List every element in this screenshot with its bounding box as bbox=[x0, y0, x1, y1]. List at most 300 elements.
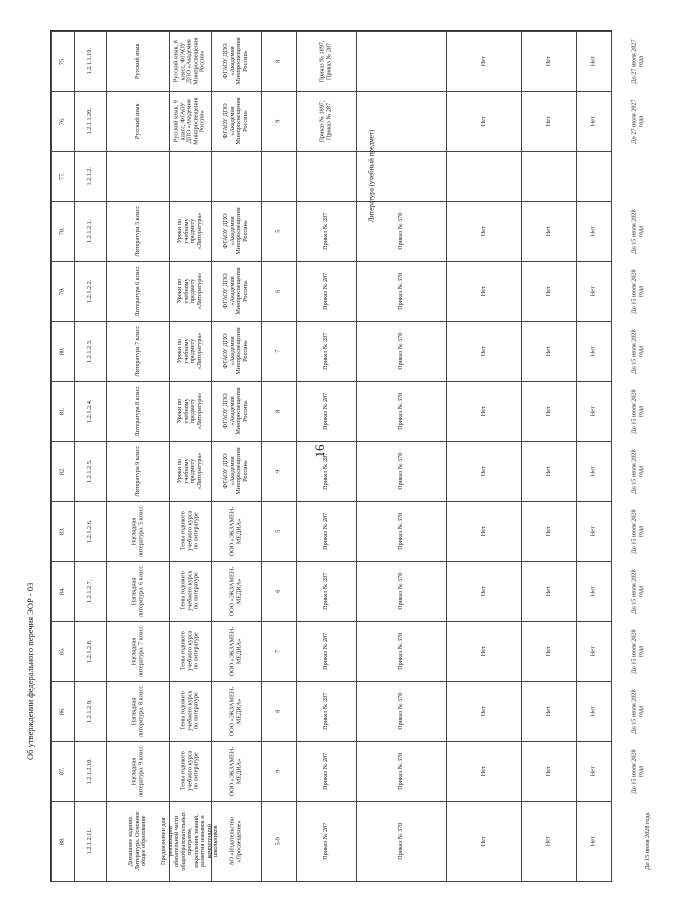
table-cell-num bbox=[51, 561, 74, 621]
table-cell-grade bbox=[261, 441, 296, 501]
table-cell-term bbox=[611, 261, 665, 321]
table-cell-text: Приказ № 287 bbox=[321, 572, 329, 610]
table-cell-text: Нет bbox=[589, 346, 597, 356]
table-cell-text: 1.2.1.2.7. bbox=[85, 579, 93, 603]
table-cell-text: Уроки по учебному предмету «Литература» bbox=[176, 392, 203, 430]
table-cell-desc bbox=[169, 441, 211, 501]
table-cell-term bbox=[611, 441, 665, 501]
table-cell-title bbox=[106, 501, 169, 561]
table-cell-text: ООО «ЭКЗАМЕН-МЕДИА» bbox=[228, 626, 242, 676]
table-cell-text: Уроки по учебному предмету «Литература» bbox=[176, 332, 203, 370]
table-cell-text: Приказ № 287 bbox=[321, 332, 329, 370]
table-cell-text: Нет bbox=[479, 836, 487, 846]
table-cell-text: ФГАОУ ДПО «Академия Минпросвещения России» bbox=[222, 207, 249, 255]
table-cell-text: 84. bbox=[58, 587, 66, 595]
table-cell-code bbox=[74, 381, 106, 441]
table-cell-term bbox=[611, 801, 685, 881]
table-cell-c1 bbox=[446, 201, 521, 261]
table-cell-text: 81. bbox=[58, 407, 66, 415]
table-cell-code bbox=[74, 621, 106, 681]
table-cell-grade bbox=[261, 801, 296, 881]
table-cell-text: Приказ № 370 bbox=[396, 692, 404, 730]
table-cell-term bbox=[611, 151, 655, 201]
table-cell-text: До 15 июля 2028 года bbox=[630, 748, 644, 794]
table-cell-text: Приказ № 370 bbox=[396, 332, 404, 370]
table-cell-c1 bbox=[446, 561, 521, 621]
table-cell-c2 bbox=[521, 321, 576, 381]
table-cell-c2 bbox=[521, 741, 576, 801]
table-cell-c1 bbox=[446, 381, 521, 441]
table-cell-text: Нет bbox=[589, 706, 597, 716]
table-cell-text: Нет bbox=[479, 286, 487, 296]
table-cell-code bbox=[74, 801, 106, 881]
table-cell-text: 77. bbox=[58, 172, 66, 180]
table-cell-text: До 15 июля 2028 года bbox=[630, 268, 644, 314]
table-cell-text: Нет bbox=[544, 56, 552, 66]
table-cell-text: Нет bbox=[589, 286, 597, 296]
table-cell-desc bbox=[169, 681, 211, 741]
table-cell-c1 bbox=[446, 501, 521, 561]
table-cell-text: Нет bbox=[589, 646, 597, 656]
table-cell-num bbox=[51, 381, 74, 441]
table-cell-text: Нет bbox=[479, 406, 487, 416]
table-cell-text: Литература 9 класс bbox=[133, 445, 141, 497]
table-cell-text: Нет bbox=[479, 116, 487, 126]
table-cell-text: 87. bbox=[58, 767, 66, 775]
table-cell-text: ООО «ЭКЗАМЕН-МЕДИА» bbox=[228, 686, 242, 736]
table-cell-c2 bbox=[521, 801, 576, 881]
table-cell-title bbox=[106, 31, 169, 91]
table-cell-desc bbox=[169, 321, 211, 381]
table-cell-text: Приказ № 287 bbox=[321, 272, 329, 310]
table-cell-text: Нет bbox=[544, 116, 552, 126]
table-cell-code bbox=[74, 681, 106, 741]
table-cell-text: ООО «ЭКЗАМЕН-МЕДИА» bbox=[228, 746, 242, 796]
table-cell-text: Уроки по учебному предмету «Литература» bbox=[176, 452, 203, 490]
table-cell-c3 bbox=[576, 501, 611, 561]
table-cell-text: Нет bbox=[589, 766, 597, 776]
table-cell-text: До 27 июля 2027 года bbox=[630, 38, 644, 84]
table-cell-text: До 15 июля 2028 года bbox=[643, 812, 651, 870]
table-cell-c1 bbox=[446, 91, 521, 151]
table-cell-text: ФГАОУ ДПО «Академия Минпросвещения России» bbox=[222, 97, 249, 145]
table-cell-text: До 15 июля 2028 года bbox=[630, 628, 644, 674]
table-cell-text: Приказ № 287 bbox=[321, 392, 329, 430]
page-number: 16 bbox=[312, 444, 327, 458]
table-cell-text: Нет bbox=[589, 56, 597, 66]
table-cell-term bbox=[611, 681, 665, 741]
table-cell-text: Нет bbox=[544, 286, 552, 296]
table-cell-org bbox=[211, 381, 261, 441]
table-cell-text: 1.2.1.2. bbox=[85, 166, 93, 186]
table-cell-grade bbox=[261, 201, 296, 261]
table-cell-text: 6 bbox=[274, 589, 282, 593]
table-cell-title bbox=[106, 681, 169, 741]
table-cell-text: ФГАОУ ДПО «Академия Минпросвещения России» bbox=[222, 327, 249, 375]
table-cell-desc bbox=[169, 201, 211, 261]
table-cell-text: 88. bbox=[58, 837, 66, 845]
table-cell-term bbox=[611, 91, 665, 151]
table-cell-num bbox=[51, 31, 74, 91]
table-cell-text: 7 bbox=[274, 649, 282, 653]
table-cell-c3 bbox=[576, 31, 611, 91]
table-cell-text: 83. bbox=[58, 527, 66, 535]
table-cell-grade bbox=[261, 91, 296, 151]
table-cell-text: 85. bbox=[58, 647, 66, 655]
table-cell-text: 9 bbox=[274, 119, 282, 123]
table-cell-text: Темы годового учебного курса по литературе bbox=[179, 750, 200, 792]
table-cell-c3 bbox=[576, 261, 611, 321]
table-cell-text: Нет bbox=[479, 646, 487, 656]
table-cell-text: Литература 6 класс bbox=[133, 265, 141, 317]
table-cell-num bbox=[51, 621, 74, 681]
table-cell-grade bbox=[261, 261, 296, 321]
table-cell-text: Наглядная литература. 5 класс bbox=[130, 505, 144, 557]
table-cell-text: 75. bbox=[58, 57, 66, 65]
table-cell-code bbox=[74, 501, 106, 561]
table-cell-text: ФГАОУ ДПО «Академия Минпросвещения России» bbox=[222, 387, 249, 435]
table-cell-c1 bbox=[446, 321, 521, 381]
table-cell-num bbox=[51, 501, 74, 561]
table-cell-code bbox=[74, 261, 106, 321]
table-cell-num bbox=[51, 261, 74, 321]
table-cell-order1 bbox=[296, 801, 356, 881]
table-cell-text: 86. bbox=[58, 707, 66, 715]
table-cell-org bbox=[211, 321, 261, 381]
table-cell-c2 bbox=[521, 91, 576, 151]
table-cell-c1 bbox=[446, 441, 521, 501]
table-cell-text: До 15 июля 2028 года bbox=[630, 688, 644, 734]
table-cell-order2 bbox=[356, 381, 446, 441]
table-cell-title bbox=[106, 441, 169, 501]
table-cell-text: Русский язык bbox=[133, 103, 141, 139]
table-cell-text: ООО «ЭКЗАМЕН-МЕДИА» bbox=[228, 506, 242, 556]
table-cell-code bbox=[74, 321, 106, 381]
table-cell-text: Приказ № 1897, Приказ № 287 bbox=[318, 100, 332, 142]
table-cell-text: Темы годового учебного курса по литературе bbox=[179, 690, 200, 732]
table-cell-desc bbox=[169, 261, 211, 321]
table-cell-order1 bbox=[296, 381, 356, 441]
table-cell-order2 bbox=[356, 561, 446, 621]
table-cell-org bbox=[211, 561, 261, 621]
table-cell-title bbox=[106, 321, 169, 381]
table-cell-text: Нет bbox=[544, 706, 552, 716]
table-cell-grade bbox=[261, 151, 296, 201]
table-cell-text: 1.2.1.2.6. bbox=[85, 519, 93, 543]
table-cell-text: ООО «ЭКЗАМЕН-МЕДИА» bbox=[228, 566, 242, 616]
table-cell-num bbox=[51, 441, 74, 501]
table-cell-term bbox=[611, 321, 665, 381]
table-cell-text: 9 bbox=[274, 469, 282, 473]
table-cell-text: 5 bbox=[274, 529, 282, 533]
table-cell-desc bbox=[169, 501, 211, 561]
table-cell-text: Нет bbox=[589, 116, 597, 126]
table-cell-text: 79. bbox=[58, 287, 66, 295]
table-cell-text: Приказ № 287 bbox=[321, 452, 329, 490]
table-cell-grade bbox=[261, 741, 296, 801]
table-cell-num bbox=[51, 741, 74, 801]
table-cell-text: Темы годового учебного курса по литературе bbox=[179, 510, 200, 552]
table-cell-title bbox=[106, 381, 169, 441]
table-cell-text: Нет bbox=[589, 466, 597, 476]
table-cell-text: Приказ № 287 bbox=[321, 212, 329, 250]
table-cell-code bbox=[74, 91, 106, 151]
table-cell-order1 bbox=[296, 441, 356, 501]
table-cell-text: 1.2.1.2.2. bbox=[85, 279, 93, 303]
table-cell-text: Приказ № 370 bbox=[396, 572, 404, 610]
table-cell-text: До 15 июля 2028 года bbox=[630, 448, 644, 494]
table-cell-org bbox=[211, 441, 261, 501]
table-cell-text: АО «Издательство «Просвещение» bbox=[228, 816, 242, 866]
resource-table bbox=[50, 30, 651, 882]
table-cell-text: Русский язык, 8 класс, ФГАОУ ДПО «Академия Минпросвещения России» bbox=[172, 37, 206, 85]
table-cell-text: 1.2.1.2.10. bbox=[85, 757, 93, 785]
table-cell-org bbox=[211, 801, 261, 881]
table-cell-c1 bbox=[446, 741, 521, 801]
table-cell-title bbox=[106, 741, 169, 801]
table-cell-org bbox=[211, 91, 261, 151]
table-cell-text: 5 bbox=[274, 229, 282, 233]
table-cell-order1 bbox=[296, 681, 356, 741]
table-cell-text: До 15 июля 2028 года bbox=[630, 328, 644, 374]
table-cell-c1 bbox=[446, 681, 521, 741]
table-cell-text: Нет bbox=[589, 836, 597, 846]
table-cell-text: 8 bbox=[274, 59, 282, 63]
table-cell-grade bbox=[261, 561, 296, 621]
table-cell-code bbox=[74, 741, 106, 801]
table-cell-num bbox=[51, 801, 74, 881]
table-cell-text: Нет bbox=[544, 226, 552, 236]
table-cell-text: Литература 5 класс bbox=[133, 205, 141, 257]
table-cell-code bbox=[74, 201, 106, 261]
table-cell-text: Приказ № 370 bbox=[396, 392, 404, 430]
table-cell-text: До 15 июля 2028 года bbox=[630, 208, 644, 254]
table-cell-c2 bbox=[521, 681, 576, 741]
table-cell-org bbox=[211, 501, 261, 561]
table-cell-order2 bbox=[356, 31, 446, 91]
table-cell-text: Приказ № 370 bbox=[396, 752, 404, 790]
table-cell-order2 bbox=[356, 741, 446, 801]
table-cell-text: Литература 7 класс bbox=[133, 325, 141, 377]
table-cell-text: 1.2.1.2.5. bbox=[85, 459, 93, 483]
table-cell-desc bbox=[169, 31, 211, 91]
table-cell-c2 bbox=[521, 441, 576, 501]
table-cell-desc bbox=[169, 741, 211, 801]
table-cell-org bbox=[211, 151, 261, 201]
table-cell-text: Приказ № 287 bbox=[321, 692, 329, 730]
table-cell-order1 bbox=[296, 91, 356, 151]
table-cell-text: Предназначен для реализации обязательной части общеобразовательных программ, закрепления знаний, развития навыков и компетенций школьников bbox=[159, 811, 219, 871]
table-cell-order1 bbox=[296, 741, 356, 801]
table-cell-title bbox=[106, 621, 169, 681]
table-cell-text: 82. bbox=[58, 467, 66, 475]
table-cell-text: Нет bbox=[544, 406, 552, 416]
table-cell-text: Темы годового учебного курса по литературе bbox=[179, 570, 200, 612]
table-cell-order2 bbox=[356, 801, 446, 881]
table-row-line bbox=[51, 881, 611, 882]
table-cell-grade bbox=[261, 621, 296, 681]
table-cell-c1 bbox=[446, 801, 521, 881]
table-cell-grade bbox=[261, 321, 296, 381]
table-cell-text: Нет bbox=[479, 466, 487, 476]
table-cell-c2 bbox=[521, 381, 576, 441]
table-cell-text: 76. bbox=[58, 117, 66, 125]
table-cell-order1 bbox=[296, 201, 356, 261]
section-literature-text: Литература (учебный предмет) bbox=[367, 129, 375, 223]
table-cell-text: Нет bbox=[544, 646, 552, 656]
table-cell-c2 bbox=[521, 561, 576, 621]
table-cell-text: Нет bbox=[544, 766, 552, 776]
table-cell-text: Наглядная литература. 7 класс bbox=[130, 625, 144, 677]
table-cell-code bbox=[74, 561, 106, 621]
table-cell-order2 bbox=[356, 621, 446, 681]
table-cell-text: Приказ № 370 bbox=[396, 272, 404, 310]
table-cell-c3 bbox=[576, 151, 611, 201]
table-cell-term bbox=[611, 381, 665, 441]
table-cell-text: 6 bbox=[274, 289, 282, 293]
table-cell-desc bbox=[169, 621, 211, 681]
table-cell-text: До 15 июля 2028 года bbox=[630, 568, 644, 614]
table-cell-code bbox=[74, 31, 106, 91]
table-cell-text: 1.2.1.2.8. bbox=[85, 639, 93, 663]
table-cell-text: Приказ № 370 bbox=[396, 212, 404, 250]
table-cell-order2 bbox=[356, 261, 446, 321]
table-cell-title bbox=[106, 151, 169, 201]
table-cell-c1 bbox=[446, 151, 521, 201]
table-cell-desc bbox=[169, 91, 211, 151]
table-cell-title bbox=[106, 561, 169, 621]
table-cell-term bbox=[611, 561, 665, 621]
table-cell-text: Приказ № 287 bbox=[321, 752, 329, 790]
table-cell-grade bbox=[261, 681, 296, 741]
table-cell-text: Приказ № 370 bbox=[396, 452, 404, 490]
page-footer: Об утверждении федерального перечня ЭОР - 03 bbox=[25, 582, 35, 760]
table-cell-text: Нет bbox=[479, 706, 487, 716]
table-cell-text: Литература 8 класс bbox=[133, 385, 141, 437]
table-cell-order1 bbox=[296, 31, 356, 91]
table-cell-text: Домашнее задание. Литература. Основное общее образование bbox=[126, 811, 147, 871]
table-cell-term bbox=[611, 201, 665, 261]
table-cell-desc bbox=[169, 561, 211, 621]
table-cell-num bbox=[51, 321, 74, 381]
table-cell-text: 1.2.1.2.11. bbox=[85, 827, 93, 855]
table-cell-text: До 15 июля 2028 года bbox=[630, 508, 644, 554]
table-cell-num bbox=[51, 681, 74, 741]
table-cell-org bbox=[211, 261, 261, 321]
table-cell-text: 1.2.1.2.9. bbox=[85, 699, 93, 723]
table-cell-c3 bbox=[576, 441, 611, 501]
table-cell-title bbox=[106, 261, 169, 321]
table-cell-grade bbox=[261, 501, 296, 561]
table-cell-org bbox=[211, 201, 261, 261]
table-cell-text: Нет bbox=[479, 226, 487, 236]
table-cell-text: ФГАОУ ДПО «Академия Минпросвещения России» bbox=[222, 447, 249, 495]
table-cell-text: Нет bbox=[479, 346, 487, 356]
table-cell-num bbox=[51, 151, 74, 201]
table-cell-text: Русский язык, 9 класс, ФГАОУ ДПО «Академия Минпросвещения России» bbox=[172, 97, 206, 145]
table-cell-c2 bbox=[521, 501, 576, 561]
table-cell-text: 1.2.1.1.20. bbox=[85, 107, 93, 135]
table-cell-c3 bbox=[576, 561, 611, 621]
table-cell-text: Нет bbox=[544, 346, 552, 356]
table-cell-c1 bbox=[446, 621, 521, 681]
table-cell-org bbox=[211, 741, 261, 801]
table-cell-text: Нет bbox=[589, 526, 597, 536]
table-cell-order1 bbox=[296, 321, 356, 381]
table-cell-org bbox=[211, 31, 261, 91]
table-cell-order2 bbox=[356, 441, 446, 501]
table-cell-c3 bbox=[576, 681, 611, 741]
table-cell-text: Приказ № 370 bbox=[396, 822, 404, 860]
table-cell-text: Уроки по учебному предмету «Литература» bbox=[176, 272, 203, 310]
table-cell-desc bbox=[159, 801, 219, 881]
table-cell-c3 bbox=[576, 91, 611, 151]
table-cell-c3 bbox=[576, 201, 611, 261]
table-cell-text: 78. bbox=[58, 227, 66, 235]
table-cell-desc bbox=[169, 381, 211, 441]
table-cell-text: 8 bbox=[274, 409, 282, 413]
table-cell-text: 7 bbox=[274, 349, 282, 353]
table-cell-text: Нет bbox=[589, 406, 597, 416]
table-cell-text: Нет bbox=[589, 226, 597, 236]
table-cell-text: До 15 июля 2028 года bbox=[630, 388, 644, 434]
table-cell-term bbox=[611, 501, 665, 561]
table-cell-order1 bbox=[296, 501, 356, 561]
table-cell-grade bbox=[261, 31, 296, 91]
table-cell-text: Нет bbox=[544, 586, 552, 596]
table-cell-order2 bbox=[356, 321, 446, 381]
table-cell-text: Нет bbox=[544, 526, 552, 536]
table-cell-text: Наглядная литература. 8 класс bbox=[130, 685, 144, 737]
table-cell-c2 bbox=[521, 201, 576, 261]
table-cell-text: Приказ № 1897, Приказ № 287 bbox=[318, 40, 332, 82]
table-cell-text: Нет bbox=[479, 56, 487, 66]
table-cell-c2 bbox=[521, 151, 576, 201]
table-cell-num bbox=[51, 201, 74, 261]
table-cell-grade bbox=[261, 381, 296, 441]
table-cell-title bbox=[106, 91, 169, 151]
table-cell-text: Русский язык bbox=[133, 43, 141, 79]
table-cell-term bbox=[611, 31, 665, 91]
table-cell-c1 bbox=[446, 31, 521, 91]
table-cell-text: 8 bbox=[274, 709, 282, 713]
table-cell-num bbox=[51, 91, 74, 151]
table-cell-term bbox=[611, 741, 665, 801]
table-cell-text: 9 bbox=[274, 769, 282, 773]
table-cell-order1 bbox=[296, 261, 356, 321]
table-cell-text: 1.2.1.1.19. bbox=[85, 47, 93, 75]
table-cell-desc bbox=[169, 151, 211, 201]
table-cell-text: Наглядная литература. 9 класс bbox=[130, 745, 144, 797]
table-cell-c2 bbox=[521, 621, 576, 681]
table-cell-text: Нет bbox=[544, 836, 552, 846]
table-cell-text: 80. bbox=[58, 347, 66, 355]
table-cell-order2 bbox=[356, 501, 446, 561]
table-cell-text: Уроки по учебному предмету «Литература» bbox=[176, 212, 203, 250]
table-cell-text: ФГАОУ ДПО «Академия Минпросвещения России» bbox=[222, 267, 249, 315]
table-cell-text: Приказ № 287 bbox=[321, 822, 329, 860]
table-cell-c2 bbox=[521, 261, 576, 321]
table-cell-text: До 27 июля 2027 года bbox=[630, 98, 644, 144]
table-cell-order1 bbox=[296, 621, 356, 681]
table-cell-text: Приказ № 370 bbox=[396, 512, 404, 550]
table-cell-c1 bbox=[446, 261, 521, 321]
table-cell-order2 bbox=[356, 681, 446, 741]
table-cell-c3 bbox=[576, 801, 611, 881]
section-literature-label bbox=[296, 129, 446, 223]
table-cell-text: Нет bbox=[479, 586, 487, 596]
table-cell-text: Нет bbox=[589, 586, 597, 596]
